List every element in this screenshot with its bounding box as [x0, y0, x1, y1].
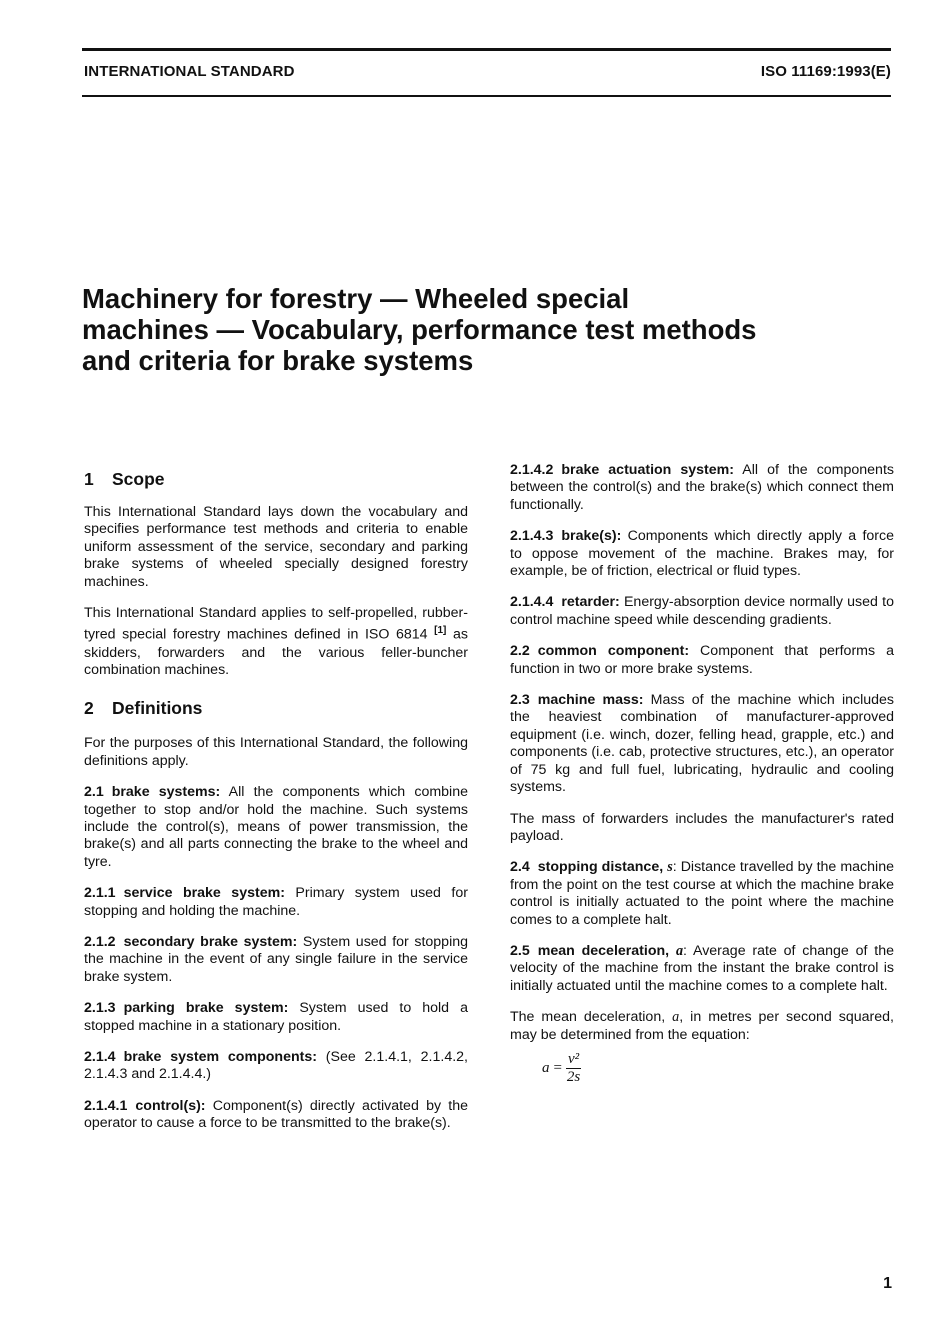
left-column	[84, 462, 468, 1147]
scope-paragraph-2: This International Standard applies to self-propelled, rubber-tyred special forestry machines defined in ISO 6814 [1] as skidders, forwarders and the various feller-buncher combination machines.	[84, 605, 468, 678]
section-heading-scope	[84, 468, 468, 490]
scope-paragraph-1: This International Standard lays down the vocabulary and specifies performance test methods and criteria to enable uniform assessment of the service, secondary and parking brake systems of wheeled specially designed forestry machines.	[84, 504, 468, 590]
title-line-1: Machinery for forestry — Wheeled special	[82, 283, 630, 314]
definition-2-1-4-2: 2.1.4.2 brake actuation system: All of the components between the control(s) and the brake(s) which connect them functionally.	[510, 462, 894, 513]
definition-2-1-1: 2.1.1 service brake system: Primary system used for stopping and holding the machine.	[84, 885, 468, 919]
definition-2-5: 2.5 mean deceleration, a: Average rate of change of the velocity of the machine from the instant the brake control is initially actuated until the machine comes to a complete halt.	[510, 942, 894, 994]
page-number: 1	[883, 1275, 892, 1292]
definition-2-2: 2.2 common component: Component that performs a function in two or more brake systems.	[510, 643, 894, 677]
formula-equals: =	[553, 1059, 562, 1076]
formula-denominator: 2s	[566, 1068, 581, 1085]
definition-2-1: 2.1 brake systems: All the components which combine together to stop and/or hold the machine. Such systems include the control(s), means of power transmission, the brake(s) and all parts connecting the brake to the wheel and tyre.	[84, 784, 468, 870]
definition-2-3-note: The mass of forwarders includes the manufacturer's rated payload.	[510, 810, 894, 844]
definition-2-1-3: 2.1.3 parking brake system: System used to hold a stopped machine in a stationary position.	[84, 1000, 468, 1034]
header-document-type: INTERNATIONAL STANDARD	[84, 63, 295, 80]
definition-2-5-note: The mean deceleration, a, in metres per second squared, may be determined from the equation:	[510, 1009, 894, 1043]
title-line-3: and criteria for brake systems	[82, 345, 474, 376]
document-title	[82, 283, 862, 376]
definitions-intro: For the purposes of this International Standard, the following definitions apply.	[84, 735, 468, 769]
definition-2-1-4: 2.1.4 brake system components: (See 2.1.4.1, 2.1.4.2, 2.1.4.3 and 2.1.4.4.)	[84, 1049, 468, 1083]
definition-2-1-4-1: 2.1.4.1 control(s): Component(s) directly activated by the operator to cause a force to be transmitted to the brake(s).	[84, 1097, 468, 1132]
section-heading-definitions	[84, 697, 468, 719]
definition-2-3: 2.3 machine mass: Mass of the machine which includes the heaviest combination of manufacturer-approved equipment (i.e. winch, dozer, felling head, grapple, etc.) and components (i.e. cab, protective structures, etc.), an operator of 75 kg and full fuel, lubricating, hydraulic and cooling systems.	[510, 692, 894, 796]
formula-fraction	[566, 1052, 581, 1085]
right-column	[510, 462, 894, 1085]
symbol-a: a	[675, 942, 684, 959]
formula-lhs: a	[542, 1059, 550, 1076]
section-title: Scope	[112, 469, 165, 489]
header-standard-number: ISO 11169:1993(E)	[760, 63, 891, 80]
header-top-rule	[82, 48, 891, 51]
definition-2-1-4-3: 2.1.4.3 brake(s): Components which directly apply a force to oppose movement of the machine. Brakes may, for example, be of friction, electrical or fluid types.	[510, 528, 894, 580]
section-title: Definitions	[112, 698, 203, 719]
section-number: 2	[84, 698, 94, 719]
section-number: 1	[84, 469, 94, 489]
definition-2-1-2: 2.1.2 secondary brake system: System used for stopping the machine in the event of any single failure in the service brake system.	[84, 934, 469, 985]
title-line-2: machines — Vocabulary, performance test methods	[82, 314, 757, 345]
definition-2-4: 2.4 stopping distance, s: Distance travelled by the machine from the point on the test course at which the machine brake control is initially actuated to the point where the machine comes to a complete halt.	[510, 859, 894, 928]
symbol-s: s	[667, 859, 673, 876]
reference-marker: [1]	[434, 625, 447, 637]
definition-2-1-4-4: 2.1.4.4 retarder: Energy-absorption device normally used to control machine speed while descending gradients.	[510, 594, 894, 628]
formula-numerator: v²	[567, 1050, 580, 1067]
header-bottom-rule	[82, 95, 891, 97]
deceleration-formula	[542, 1052, 894, 1085]
